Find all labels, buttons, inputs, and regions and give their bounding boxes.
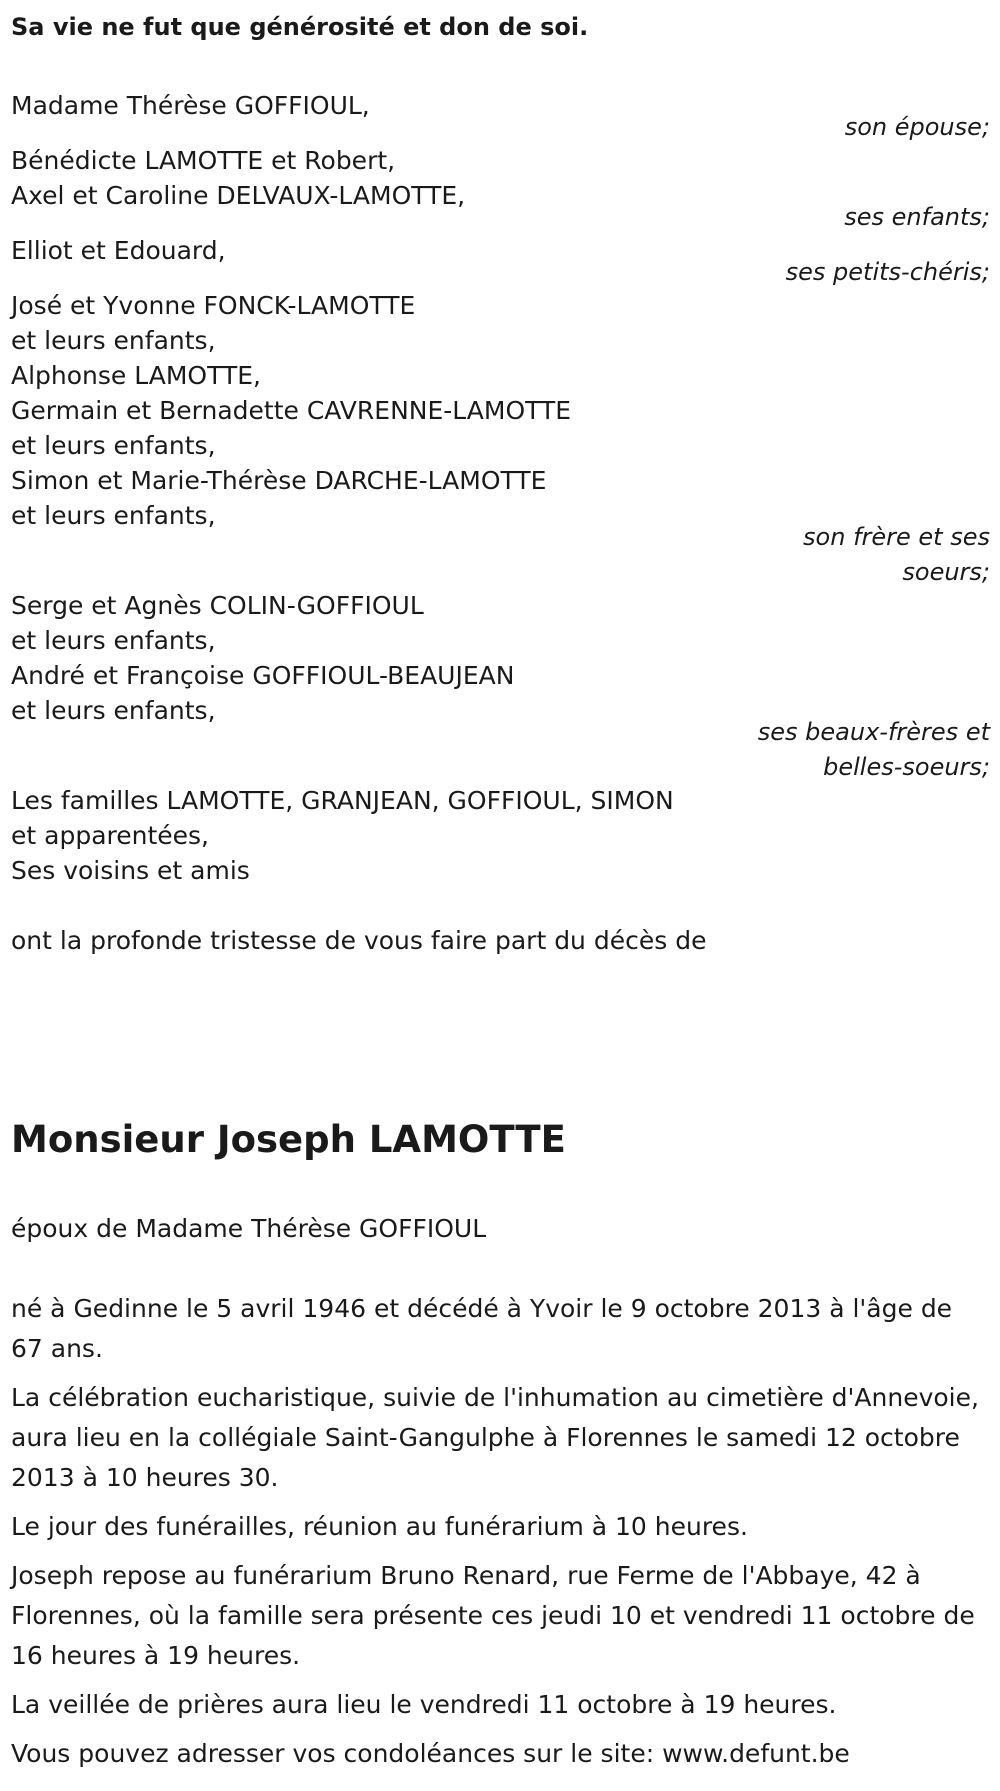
siblings-relation: soeurs; — [902, 558, 990, 586]
in-laws-relation: ses beaux-frères et — [757, 718, 990, 746]
spouse-line: Madame Thérèse GOFFIOUL, — [11, 91, 370, 120]
in-law-line: Serge et Agnès COLIN-GOFFIOUL — [11, 591, 424, 620]
sibling-line: Simon et Marie-Thérèse DARCHE-LAMOTTE — [11, 466, 547, 495]
children-line: Axel et Caroline DELVAUX-LAMOTTE, — [11, 181, 466, 210]
other-family-line: Les familles LAMOTTE, GRANJEAN, GOFFIOUL, SIMON — [11, 786, 674, 815]
children-relation: ses enfants; — [844, 203, 990, 231]
sibling-line: et leurs enfants, — [11, 431, 216, 460]
motto: Sa vie ne fut que générosité et don de soi. — [11, 13, 589, 41]
announcement: ont la profonde tristesse de vous faire part du décès de — [11, 926, 707, 955]
spouse-of: époux de Madame Thérèse GOFFIOUL — [11, 1214, 487, 1243]
ceremony-paragraph: La célébration eucharistique, suivie de l'inhumation au cimetière d'Annevoie, aura lieu en la collégiale Saint-Gangulphe à Florennes le samedi 12 octobre 2013 à 10 heures 30. — [11, 1383, 979, 1492]
birth-death-paragraph: né à Gedinne le 5 avril 1946 et décédé à Yvoir le 9 octobre 2013 à l'âge de 67 ans. — [11, 1294, 953, 1363]
in-laws-relation: belles-soeurs; — [823, 753, 990, 781]
grandchildren-relation: ses petits-chéris; — [785, 258, 990, 286]
children-line: Bénédicte LAMOTTE et Robert, — [11, 146, 396, 175]
other-family-line: Ses voisins et amis — [11, 856, 250, 885]
sibling-line: et leurs enfants, — [11, 501, 216, 530]
sibling-line: Germain et Bernadette CAVRENNE-LAMOTTE — [11, 396, 572, 425]
visitation-paragraph: Joseph repose au funérarium Bruno Renard, rue Ferme de l'Abbaye, 42 à Florennes, où la famille sera présente ces jeudi 10 et vendredi 11 octobre de 16 heures à 19 heures. — [11, 1561, 975, 1670]
deceased-name: Monsieur Joseph LAMOTTE — [11, 1118, 566, 1161]
in-law-line: et leurs enfants, — [11, 626, 216, 655]
sibling-line: et leurs enfants, — [11, 326, 216, 355]
siblings-relation: son frère et ses — [803, 523, 990, 551]
other-family-line: et apparentées, — [11, 821, 209, 850]
sibling-line: Alphonse LAMOTTE, — [11, 361, 261, 390]
grandchildren-line: Elliot et Edouard, — [11, 236, 226, 265]
prayer-vigil-paragraph: La veillée de prières aura lieu le vendredi 11 octobre à 19 heures. — [11, 1690, 837, 1719]
in-law-line: et leurs enfants, — [11, 696, 216, 725]
in-law-line: André et Françoise GOFFIOUL-BEAUJEAN — [11, 661, 515, 690]
sibling-line: José et Yvonne FONCK-LAMOTTE — [11, 291, 416, 320]
condolences-paragraph: Vous pouvez adresser vos condoléances sur le site: www.defunt.be — [11, 1739, 850, 1768]
funeral-day-paragraph: Le jour des funérailles, réunion au funérarium à 10 heures. — [11, 1512, 748, 1541]
spouse-relation: son épouse; — [844, 113, 990, 141]
